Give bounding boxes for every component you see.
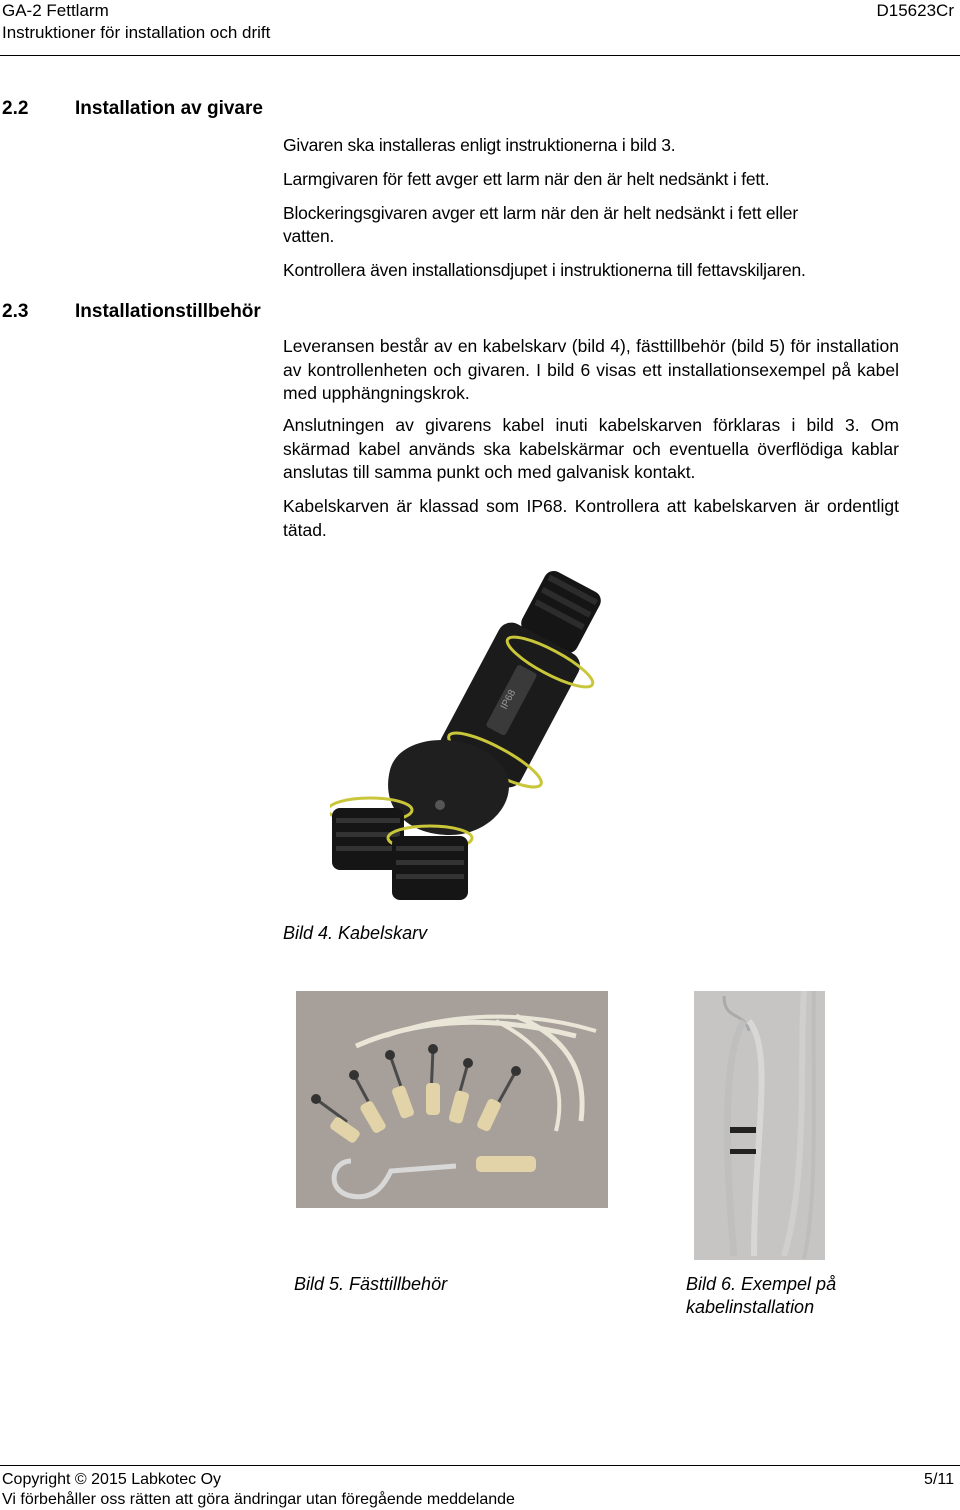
section-2-2-line-5: Kontrollera även installationsdjupet i instruktionerna till fettavskiljaren. (283, 260, 806, 280)
footer-copyright: Copyright © 2015 Labkotec Oy (2, 1471, 222, 1488)
footer-disclaimer: Vi förbehåller oss rätten att göra ändringar utan föregående meddelande (2, 1491, 515, 1508)
section-2-2-line-3: Blockeringsgivaren avger ett larm när den är helt nedsänkt i fett eller (283, 203, 798, 223)
footer-rule (0, 1465, 960, 1466)
bild6-caption-line-2: kabelinstallation (686, 1297, 815, 1317)
section-2-3-paragraph-1: Leveransen består av en kabelskarv (bild 4), fästtillbehör (bild 5) för installation av kontrollenheten och givaren. I bild 6 visas ett installationsexempel på kabel med upphängningskrok. (283, 336, 899, 403)
section-2-2-number: 2.2 (2, 98, 29, 119)
section-2-2-line-1: Givaren ska installeras enligt instruktionerna i bild 3. (283, 135, 676, 155)
cable-tie (730, 1127, 756, 1133)
header-title: GA-2 Fettlarm (2, 1, 109, 20)
bild6-caption-line-1: Bild 6. Exempel på (686, 1274, 837, 1294)
cable-hook-photo (694, 991, 825, 1260)
bottom-right-gland (388, 826, 472, 900)
footer-page-number: 5/11 (924, 1471, 954, 1488)
section-2-3-heading: Installationstillbehör (75, 301, 261, 322)
mounting-accessories-photo (296, 991, 608, 1208)
bild4-caption: Bild 4. Kabelskarv (283, 923, 428, 943)
header-subtitle: Instruktioner för installation och drift (2, 23, 271, 42)
section-2-3-number: 2.3 (2, 301, 29, 322)
section-2-3-paragraph-2: Anslutningen av givarens kabel inuti kabelskarven förklaras i bild 3. Om skärmad kabel används ska kabelskärmar och eventuella överflödiga kablar anslutas till samma punkt och med galvanisk kontakt. (283, 415, 899, 482)
section-2-2-line-2: Larmgivaren för fett avger ett larm när den är helt nedsänkt i fett. (283, 169, 770, 189)
cable-joint-photo (330, 570, 630, 910)
header-doc-code: D15623Cr (876, 1, 954, 20)
section-2-2-heading: Installation av givare (75, 98, 263, 119)
cable-tie (730, 1149, 756, 1154)
section-2-3-paragraph-3: Kabelskarven är klassad som IP68. Kontrollera att kabelskarven är ordentligt tätad. (283, 496, 899, 540)
section-2-2-line-4: vatten. (283, 226, 335, 246)
bild5-caption: Bild 5. Fästtillbehör (294, 1274, 448, 1294)
joint-screw (435, 800, 445, 810)
header-rule (0, 55, 960, 56)
joint-label-text: IP68 (498, 688, 519, 712)
